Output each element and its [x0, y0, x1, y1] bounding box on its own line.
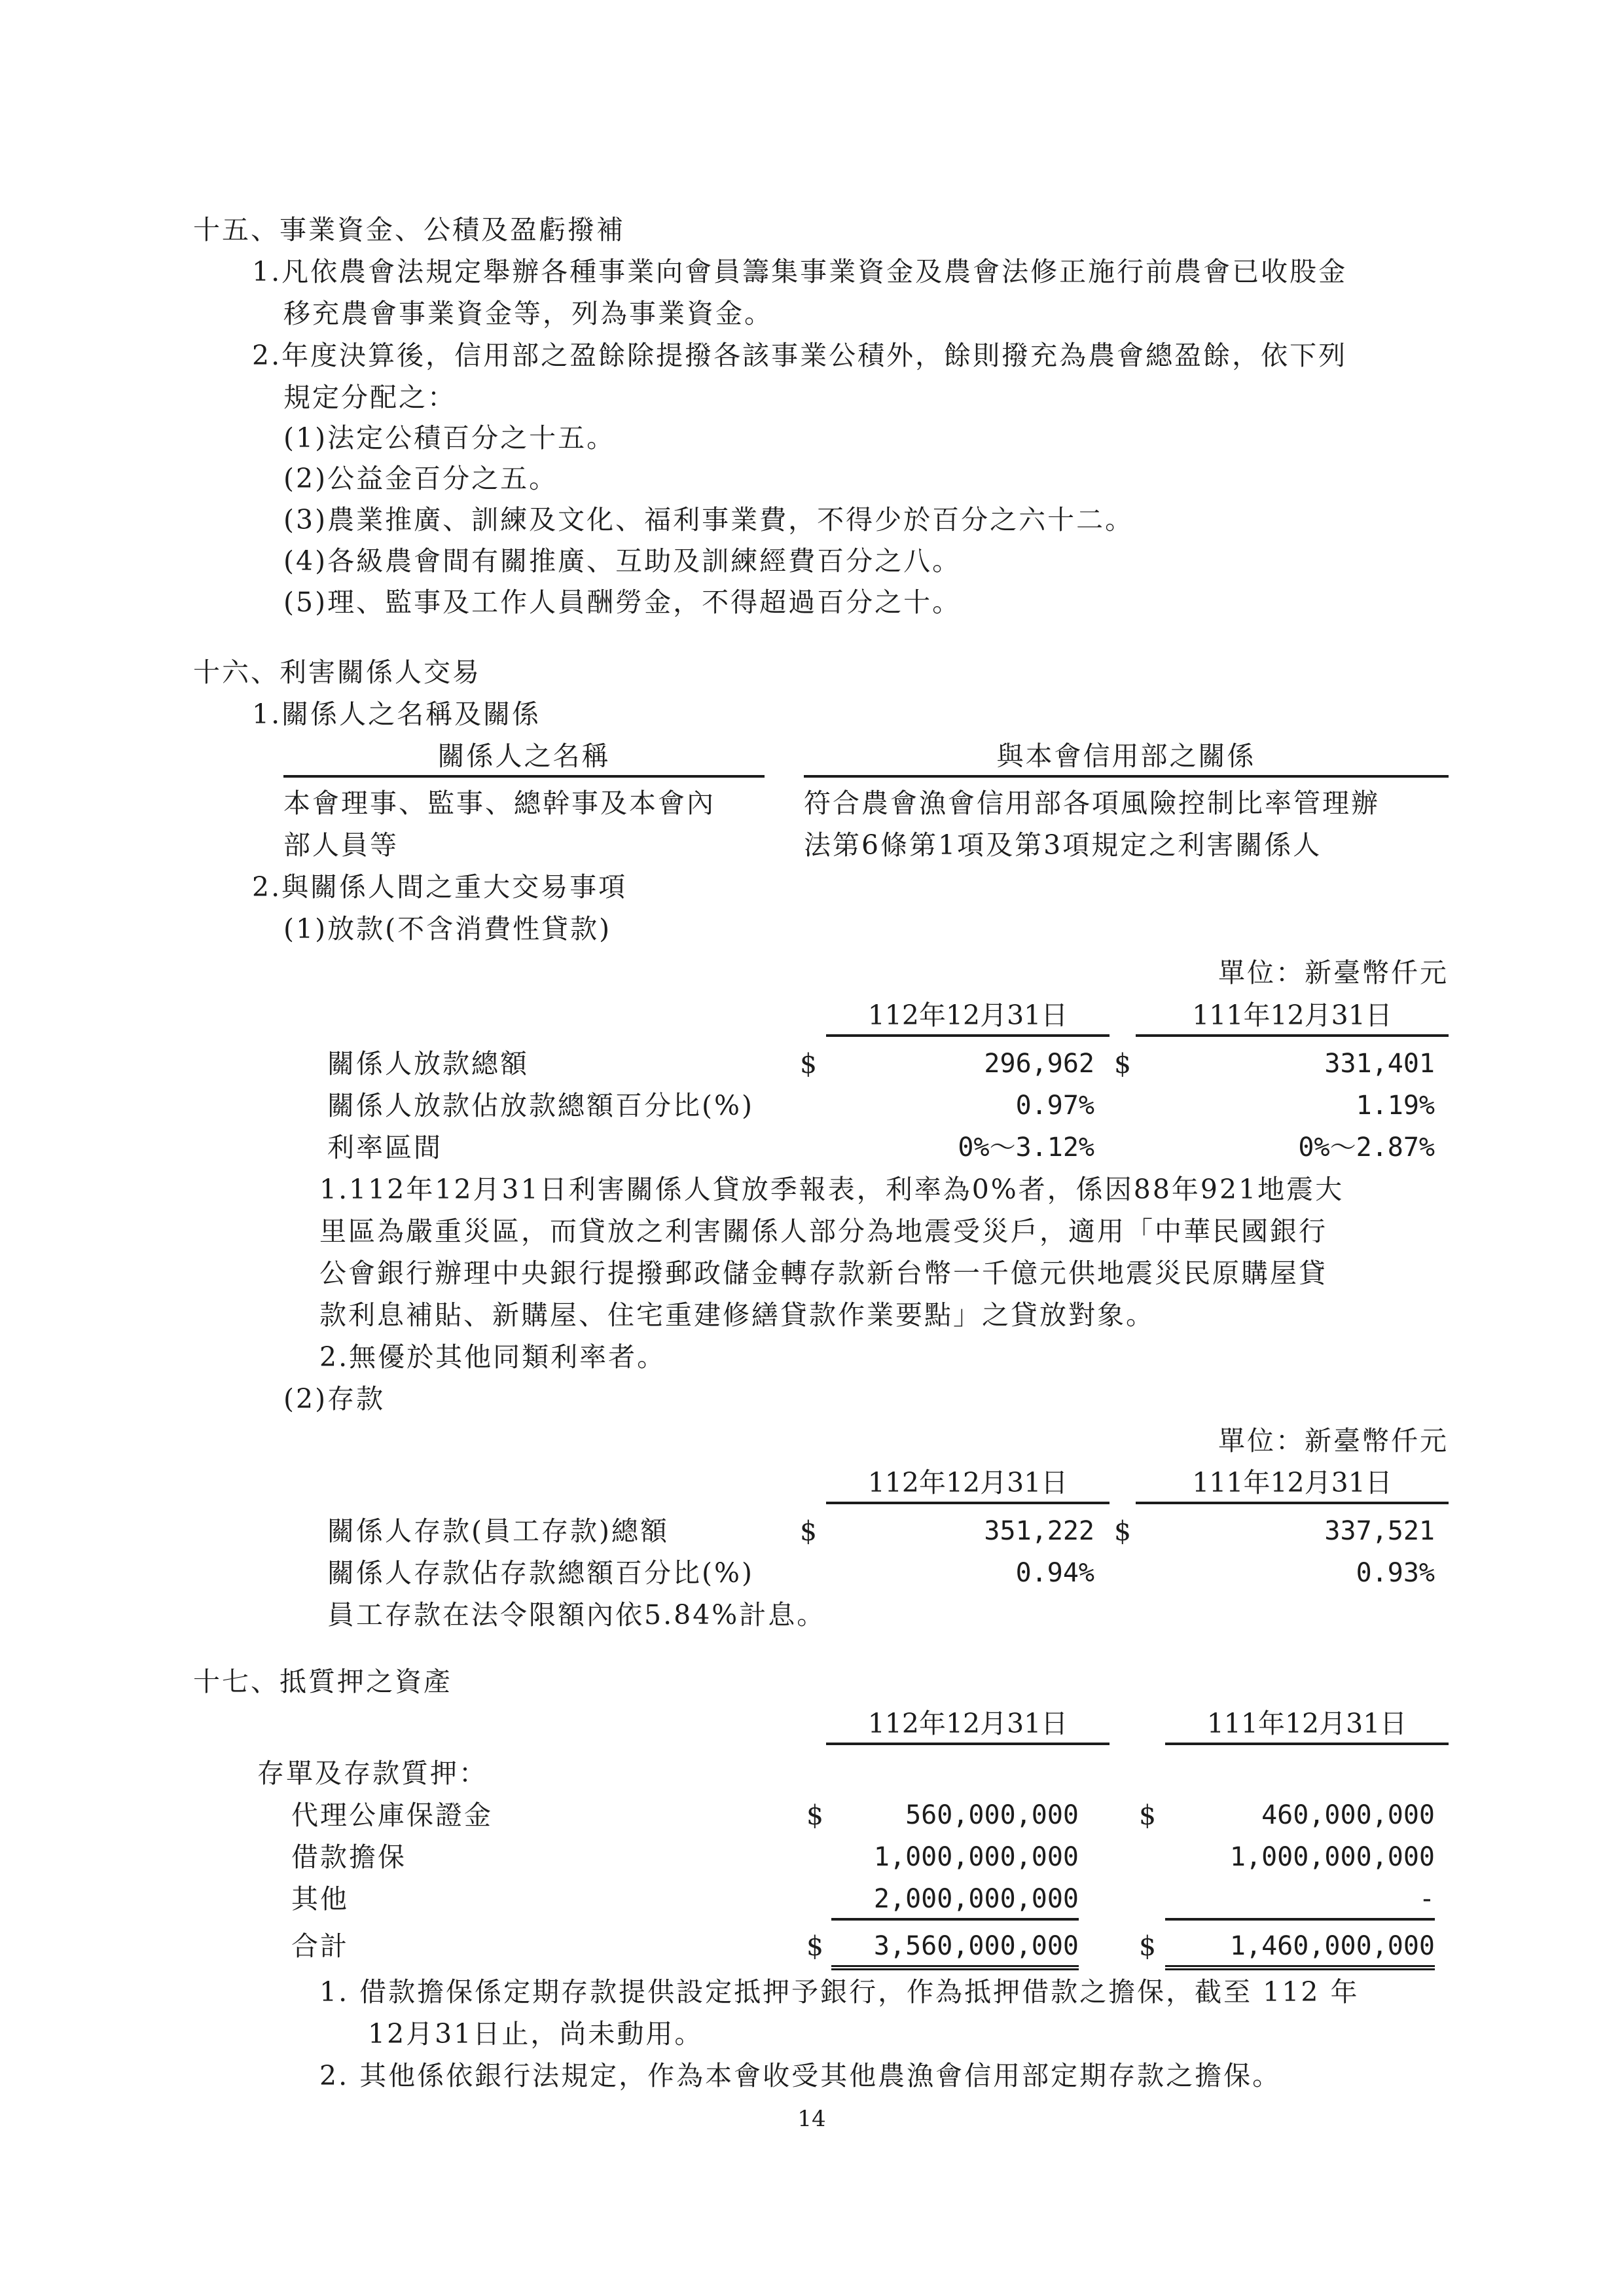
pledged-col-2022: 111年12月31日 [1165, 1705, 1449, 1745]
deposits-value-2022: 0.93% [1356, 1558, 1435, 1588]
pledged-note-1-line-1: 1. 借款擔保係定期存款提供設定抵押予銀行，作為抵押借款之擔保，截至 112 年 [319, 1976, 1360, 2008]
loans-note-1-line-3: 公會銀行辦理中央銀行提撥郵政儲金轉存款新台幣一千億元供地震災民原購屋貸 [319, 1257, 1327, 1289]
s15-item-2: (2)公益金百分之五。 [283, 463, 558, 494]
deposits-row-label: 關係人存款(員工存款)總額 [327, 1515, 669, 1547]
loans-row-label: 利率區間 [327, 1132, 442, 1163]
loans-value-2022: 331,401 [1324, 1049, 1435, 1079]
relationship-line-1: 符合農會漁會信用部各項風險控制比率管理辦 [804, 787, 1380, 819]
loans-note-1-line-1: 1.112年12月31日利害關係人貸放季報表，利率為0%者，係因88年921地震大 [319, 1174, 1344, 1205]
pledged-value-2023: 1,000,000,000 [873, 1842, 1079, 1872]
s15-item-4: (4)各級農會間有關推廣、互助及訓練經費百分之八。 [283, 545, 962, 577]
relationship-header: 與本會信用部之關係 [804, 737, 1449, 778]
related-party-name-line-2: 部人員等 [283, 829, 399, 861]
currency-symbol: $ [806, 1930, 824, 1962]
section-17-heading: 十七、抵質押之資產 [193, 1666, 452, 1697]
s15-item-1: (1)法定公積百分之十五。 [283, 422, 616, 454]
s15-item-5: (5)理、監事及工作人員酬勞金，不得超過百分之十。 [283, 587, 962, 618]
loans-value-2023: 0.97% [1015, 1091, 1094, 1121]
loans-value-2022: 1.19% [1356, 1091, 1435, 1121]
section-16-heading: 十六、利害關係人交易 [193, 657, 481, 688]
pledged-total-2023: 3,560,000,000 [831, 1927, 1079, 1970]
pledged-value-2023: 2,000,000,000 [831, 1880, 1079, 1921]
loans-value-2022: 0%～2.87% [1298, 1132, 1435, 1163]
s15-paragraph-2-line-2: 規定分配之： [283, 382, 456, 413]
deposits-note: 員工存款在法令限額內依5.84%計息。 [327, 1599, 826, 1631]
s16-sub-1: 1.關係人之名稱及關係 [252, 698, 541, 730]
pledged-total-2022: 1,460,000,000 [1165, 1927, 1435, 1970]
s15-paragraph-1-line-2: 移充農會事業資金等，列為事業資金。 [283, 298, 773, 329]
loans-row-label: 關係人放款佔放款總額百分比(%) [327, 1090, 754, 1121]
deposits-row-label: 關係人存款佔存款總額百分比(%) [327, 1557, 754, 1589]
pledged-value-2022: - [1165, 1880, 1435, 1921]
s16-sub-2: 2.與關係人間之重大交易事項 [252, 871, 628, 903]
pledged-col-2023: 112年12月31日 [826, 1705, 1110, 1745]
currency-symbol: $ [1139, 1799, 1157, 1831]
loans-note-1-line-2: 里區為嚴重災區，而貸放之利害關係人部分為地震受災戶，適用「中華民國銀行 [319, 1216, 1327, 1247]
loans-value-2023: 296,962 [984, 1049, 1094, 1079]
currency-symbol: $ [800, 1048, 818, 1079]
pledged-note-2: 2. 其他係依銀行法規定，作為本會收受其他農漁會信用部定期存款之擔保。 [319, 2060, 1282, 2091]
deposits-title: (2)存款 [283, 1383, 386, 1415]
deposits-col-2022: 111年12月31日 [1136, 1464, 1449, 1504]
related-party-name-header: 關係人之名稱 [283, 737, 765, 778]
loans-title: (1)放款(不含消費性貸款) [283, 913, 612, 945]
deposits-col-2023: 112年12月31日 [826, 1464, 1110, 1504]
pledged-row-label: 借款擔保 [291, 1841, 406, 1873]
loans-value-2023: 0%～3.12% [958, 1132, 1094, 1163]
pledged-group-label: 存單及存款質押： [257, 1758, 488, 1789]
pledged-row-label: 代理公庫保證金 [291, 1799, 493, 1831]
deposits-value-2023: 351,222 [984, 1516, 1094, 1546]
pledged-value-2022: 460,000,000 [1261, 1800, 1435, 1830]
currency-symbol: $ [800, 1515, 818, 1547]
pledged-note-1-line-2: 12月31日止，尚未動用。 [368, 2018, 704, 2050]
loans-unit: 單位：新臺幣仟元 [1218, 957, 1449, 988]
currency-symbol: $ [1139, 1930, 1157, 1962]
related-party-name-line-1: 本會理事、監事、總幹事及本會內 [283, 787, 715, 819]
deposits-unit: 單位：新臺幣仟元 [1218, 1425, 1449, 1456]
loans-col-2023: 112年12月31日 [826, 996, 1110, 1037]
deposits-value-2023: 0.94% [1015, 1558, 1094, 1588]
pledged-row-label: 其他 [291, 1883, 349, 1915]
loans-note-2: 2.無優於其他同類利率者。 [319, 1341, 666, 1373]
pledged-value-2023: 560,000,000 [905, 1800, 1079, 1830]
currency-symbol: $ [1114, 1515, 1132, 1547]
pledged-value-2022: 1,000,000,000 [1229, 1842, 1435, 1872]
currency-symbol: $ [806, 1799, 824, 1831]
s15-paragraph-1-line-1: 1.凡依農會法規定舉辦各種事業向會員籌集事業資金及農會法修正施行前農會已收股金 [252, 256, 1348, 287]
deposits-value-2022: 337,521 [1324, 1516, 1435, 1546]
loans-col-2022: 111年12月31日 [1136, 996, 1449, 1037]
section-15-heading: 十五、事業資金、公積及盈虧撥補 [193, 214, 625, 245]
loans-row-label: 關係人放款總額 [327, 1048, 529, 1079]
currency-symbol: $ [1114, 1048, 1132, 1079]
page-number: 14 [797, 2106, 826, 2132]
relationship-line-2: 法第6條第1項及第3項規定之利害關係人 [804, 829, 1322, 861]
s15-item-3: (3)農業推廣、訓練及文化、福利事業費，不得少於百分之六十二。 [283, 504, 1134, 535]
pledged-total-label: 合計 [291, 1930, 349, 1962]
s15-paragraph-2-line-1: 2.年度決算後，信用部之盈餘除提撥各該事業公積外，餘則撥充為農會總盈餘，依下列 [252, 340, 1348, 371]
loans-note-1-line-4: 款利息補貼、新購屋、住宅重建修繕貸款作業要點」之貸放對象。 [319, 1299, 1155, 1331]
